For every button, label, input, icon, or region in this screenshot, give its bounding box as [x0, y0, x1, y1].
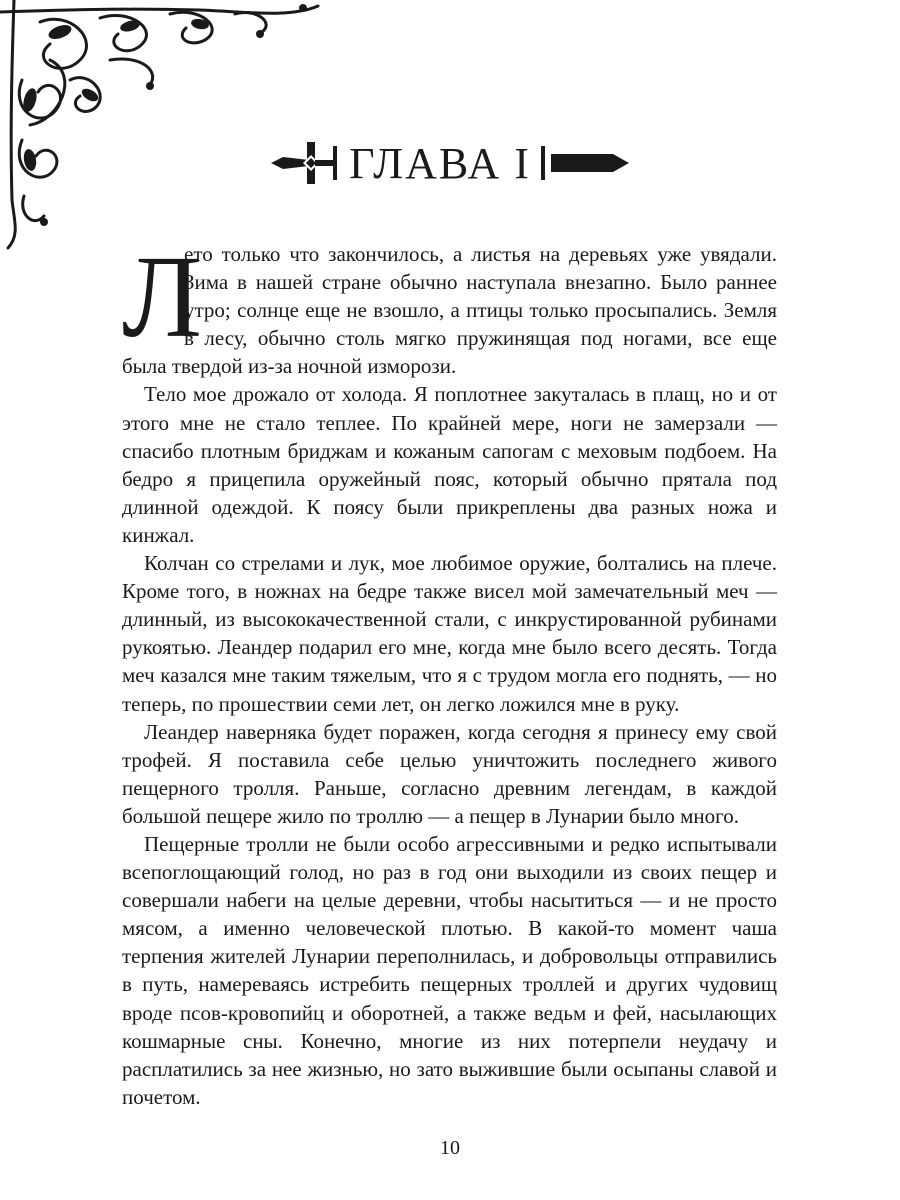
paragraph: Колчан со стрелами и лук, мое любимое оружие, болтались на плече. Кроме того, в ножнах на бедре также висел мой замечательный меч — длинный, из высококачественной стали, с инкрустированной рубинами рукоятью. Леандер подарил его мне, когда мне было всего десять. Тогда меч казался мне таким тяжелым, что я с трудом могла его поднять, — но теперь, по прошествии семи лет, он легко ложился мне в руку. [122, 551, 777, 716]
sword-hilt-icon [269, 138, 339, 188]
paragraph: ето только что закончилось, а листья на деревьях уже увядали. Зима в нашей стране обычно наступала внезапно. Было раннее утро; солнце еще не взошло, а птицы только просыпались. Земля в лесу, обычно столь мягко пружинящая под ногами, все еще была твердой из-за ночной изморози. [122, 242, 777, 379]
paragraph: Тело мое дрожало от холода. Я поплотнее закуталась в плащ, но и от этого мне не стало теплее. По крайней мере, ноги не замерзали — спасибо плотным бриджам и кожаным сапогам с меховым подбоем. На бедро я прицепила оружейный пояс, который обычно прятала под длинной одеждой. К поясу были прикреплены два разных ножа и кинжал. [122, 382, 777, 547]
chapter-body [122, 231, 777, 1111]
page-number: 10 [440, 1137, 460, 1159]
drop-cap-letter [122, 231, 203, 362]
paragraph: Пещерные тролли не были особо агрессивными и редко испытывали всепоглощающий голод, но раз в год они выходили из своих пещер и совершали набеги на целые деревни, чтобы насытиться — и не просто мясом, а именно человеческой плотью. В какой-то момент чаша терпения жителей Лунарии переполнилась, и добровольцы отправились в путь, намереваясь истребить пещерных троллей и других чудовищ вроде псов-кровопийц и оборотней, а также ведьм и фей, насылающих кошмарные сны. Конечно, многие из них потерпели неудачу и расплатились за нее жизнью, но зато выжившие были осыпаны славой и почетом. [122, 831, 777, 1109]
corner-flourish-icon [0, 0, 320, 250]
paragraph: Леандер наверняка будет поражен, когда сегодня я принесу ему свой трофей. Я поставила себе целью уничтожить последнего живого пещерного тролля. Раньше, согласно древним легендам, в каждой большой пещере жило по троллю — а пещер в Лунарии было много. [122, 719, 777, 828]
sword-blade-icon [541, 138, 631, 188]
chapter-title: ГЛАВА I [349, 138, 531, 188]
drop-cap-glyph: Л [122, 231, 203, 362]
chapter-heading [0, 128, 900, 198]
